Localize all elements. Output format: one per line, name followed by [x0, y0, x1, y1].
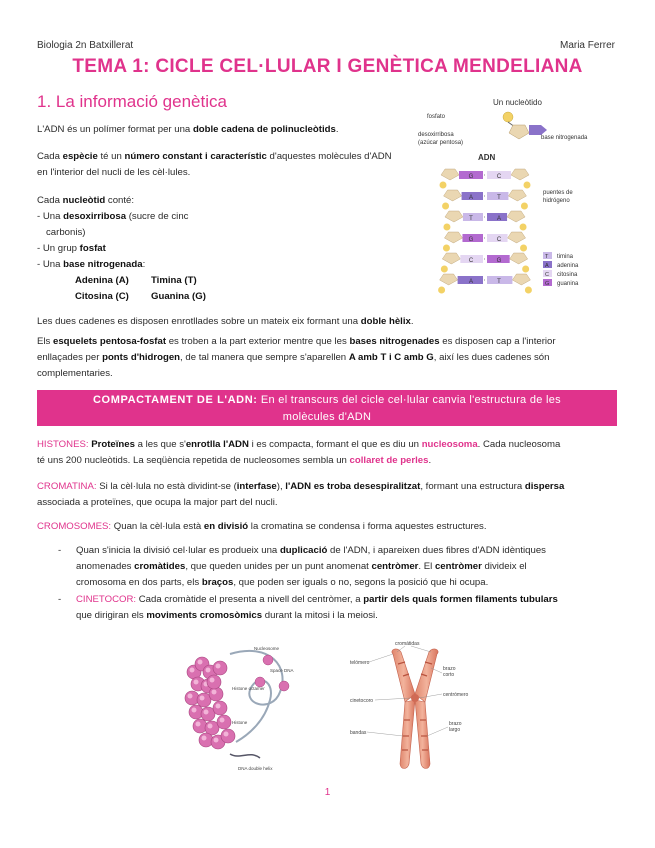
base-letter: A: [468, 279, 474, 285]
base-letter: G: [468, 174, 474, 180]
base-letter: G: [468, 237, 474, 243]
phosphate-right: [525, 287, 532, 294]
sugar-left: [442, 253, 460, 264]
sugar-left: [444, 232, 462, 243]
svg-text:Histone: Histone: [232, 720, 248, 725]
bullet-cinetocor: - CINETOCOR: Cada cromàtide el presenta a nivell del centròmer, a partir dels quals formen filaments tubulars que dirigiran els moviments cromosòmics durant la mitosi i la meiosi.: [58, 594, 558, 621]
base-letter: A: [468, 195, 474, 201]
base-letter: T: [497, 195, 501, 201]
centromere-shape: [411, 694, 419, 702]
paragraph-cromosomes: CROMOSOMES: Quan la cèl·lula està en divisió la cromatina se condensa i forma aquestes estructures.: [37, 521, 487, 532]
svg-text:cromátidas: cromátidas: [395, 641, 420, 647]
nucleosome-bead: [185, 691, 199, 705]
bead-highlight: [214, 738, 219, 743]
chromatin-figure: [180, 642, 315, 777]
phosphate-left: [440, 182, 447, 189]
nucleosome-bead: [207, 675, 221, 689]
bead-highlight: [220, 718, 225, 723]
base-shape: [529, 125, 541, 135]
bead-highlight: [216, 704, 221, 709]
bead-highlight: [208, 724, 213, 729]
legend-name: guanina: [557, 281, 579, 287]
bead-highlight: [216, 664, 221, 669]
figure-label-nucleotide: Un nucleòtido: [493, 98, 542, 107]
paragraph-adn-polymer: L'ADN és un polímer format per una doble cadena de polinucleòtids.: [37, 124, 339, 135]
sugar-right: [511, 169, 529, 180]
base-letter: A: [496, 216, 502, 222]
bead-highlight: [206, 668, 211, 673]
phosphate-left: [443, 245, 450, 252]
svg-text:DNA double helix: DNA double helix: [238, 766, 273, 771]
svg-text:corto: corto: [443, 672, 455, 678]
paragraph-cromatina: CROMATINA: Si la cèl·lula no està dividint-se (interfase), l'ADN es troba desespiralitzat, formant una estructura dispersa associada a proteïnes, que ocupa la major part del nucli.: [37, 481, 565, 508]
paragraph-double-helix: Les dues cadenes es disposen enrotllades sobre un mateix eix formant una doble hèlix.: [37, 316, 414, 327]
legend-letter: T: [545, 254, 549, 260]
header-subject: Biologia 2n Batxillerat: [37, 40, 134, 51]
sugar-right: [510, 253, 528, 264]
legend-letter: C: [545, 272, 549, 278]
bead-highlight: [196, 722, 201, 727]
svg-text:desoxirribosa: desoxirribosa: [418, 132, 454, 138]
header-author: Maria Ferrer: [559, 40, 615, 51]
bead-highlight: [190, 668, 195, 673]
bead-highlight: [210, 678, 215, 683]
base-letter: T: [469, 216, 473, 222]
phosphate-right: [524, 182, 531, 189]
compaction-banner: COMPACTAMENT DE L'ADN: En el transcurs del cicle cel·lular canvia l'estructura de les molècules d'ADN: [37, 390, 617, 426]
phosphate-right: [520, 224, 527, 231]
svg-text:(azúcar pentosa): (azúcar pentosa): [418, 140, 464, 146]
svg-text:brazo: brazo: [443, 666, 456, 672]
svg-text:hidrógeno: hidrógeno: [543, 198, 570, 204]
list-item: - Una base nitrogenada:: [37, 259, 146, 270]
legend-name: citosina: [557, 272, 578, 278]
sugar-left: [441, 169, 459, 180]
legend-letter: A: [545, 263, 549, 269]
nucleotide-components: Cada nucleòtid conté: - Una desoxirribosa (sucre de cinc carbonis) - Un grup fosfat - Una base nitrogenada: Adenina (A) Timina (T) Citosina (C) Guanina (G): [37, 193, 257, 305]
bead-highlight: [204, 710, 209, 715]
phosphate-left: [438, 287, 445, 294]
bullet-duplication: - Quan s'inicia la divisió cel·lular es produeix una duplicació de l'ADN, i apareixen dues fibres d'ADN idèntiques anomenades cromàtides, que queden unides per un punt anomenat centròmer. El centròmer divideix el cromosoma en dos parts, els braços, que poden ser iguals o no, segons la posició que hi ocupa.: [58, 545, 546, 588]
svg-text:Histone octamer: Histone octamer: [232, 686, 265, 691]
page-number: 1: [324, 787, 331, 798]
bead-highlight: [192, 708, 197, 713]
phosphate-left: [443, 224, 450, 231]
base-letter: C: [468, 258, 474, 264]
nucleosome-bead: [193, 719, 207, 733]
bead-highlight: [194, 680, 199, 685]
phosphate-right: [520, 245, 527, 252]
base-letter: C: [496, 237, 502, 243]
nucleosome-bead: [213, 661, 227, 675]
phosphate-shape: [503, 112, 513, 122]
bead-highlight: [200, 696, 205, 701]
svg-text:base nitrogenada: base nitrogenada: [541, 135, 588, 141]
legend-name: adenina: [557, 263, 579, 269]
svg-text:cinetocoro: cinetocoro: [350, 698, 374, 704]
nucleosome-bead: [221, 729, 235, 743]
phosphate-right: [522, 266, 529, 273]
svg-text:fosfato: fosfato: [427, 114, 446, 120]
sugar-right: [508, 190, 526, 201]
sugar-right: [512, 274, 530, 285]
legend-name: timina: [557, 254, 574, 260]
svg-text:puentes de: puentes de: [543, 190, 573, 196]
bead-highlight: [202, 736, 207, 741]
bead-highlight: [198, 660, 203, 665]
long-arm-right: [415, 700, 430, 769]
base-letter: C: [496, 174, 502, 180]
dna-legend: [543, 252, 579, 287]
legend-letter: G: [545, 281, 550, 287]
sugar-right: [507, 211, 525, 222]
svg-text:centrómero: centrómero: [443, 692, 469, 698]
svg-text:Nucleosome: Nucleosome: [254, 646, 280, 651]
svg-text:Space DNA: Space DNA: [270, 668, 294, 673]
nucleosome-bead: [209, 687, 223, 701]
paragraph-base-pairing: Els esquelets pentosa-fosfat es troben a la part exterior mentre que les bases nitrogenades es disposen cap a l'interior enllaçades per ponts d'hidrogen, de tal manera que sempre s'aparellen A amb T i C amb G, així les dues cadenes són complementaries.: [37, 336, 556, 379]
long-arm-left: [400, 700, 415, 769]
phosphate-right: [521, 203, 528, 210]
sugar-right: [508, 232, 526, 243]
svg-text:telómero: telómero: [350, 660, 370, 666]
dna-ladder: [438, 169, 532, 294]
base-letter: T: [497, 279, 501, 285]
paragraph-species: Cada espècie té un número constant i característic d'aquestes molècules d'ADN en l'interior del nucli de les cèl·lules.: [37, 151, 392, 178]
sugar-left: [444, 190, 462, 201]
sugar-left: [440, 274, 458, 285]
bead-highlight: [224, 732, 229, 737]
section-heading: 1. La informació genètica: [37, 92, 227, 111]
nucleosome-bead: [263, 655, 273, 665]
svg-text:ADN: ADN: [478, 153, 496, 162]
svg-text:largo: largo: [449, 727, 461, 733]
phosphate-left: [441, 266, 448, 273]
svg-text:brazo: brazo: [449, 721, 462, 727]
base-left: [463, 213, 483, 221]
svg-text:bandas: bandas: [350, 730, 367, 736]
chromosome-figure: [345, 640, 485, 775]
phosphate-left: [442, 203, 449, 210]
nucleosome-bead: [199, 733, 213, 747]
nucleosome-bead: [279, 681, 289, 691]
list-item: - Un grup fosfat: [37, 243, 106, 254]
nucleosome-bead: [189, 705, 203, 719]
sugar-shape: [509, 125, 529, 139]
sugar-left: [445, 211, 463, 222]
nucleosome-bead: [217, 715, 231, 729]
bead-highlight: [212, 690, 217, 695]
base-letter: G: [496, 258, 502, 264]
nucleosome-bead: [213, 701, 227, 715]
paragraph-histones: HISTONES: Proteïnes a les que s'enrotlla l'ADN i es compacta, formant el que es diu un nucleosoma. Cada nucleosoma té uns 200 nucleòtids. La seqüència repetida de nucleosomes sembla un collaret de perles.: [37, 439, 561, 466]
page-title: TEMA 1: CICLE CEL·LULAR I GENÈTICA MENDELIANA: [72, 56, 583, 77]
dna-structure-figure: [415, 95, 615, 300]
list-item: - Una desoxirribosa (sucre de cinc: [37, 211, 189, 222]
bead-highlight: [188, 694, 193, 699]
